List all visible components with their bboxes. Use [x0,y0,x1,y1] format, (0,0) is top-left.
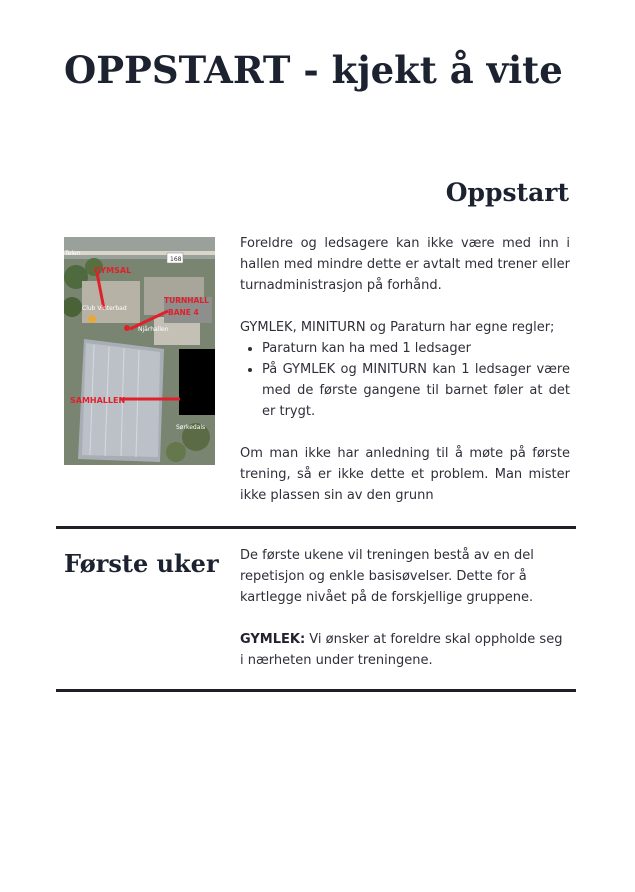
gymlek-text: Vi ønsker at foreldre skal oppholde seg i nærheten under treningene. [240,632,563,668]
oppstart-body [240,233,570,506]
oppstart-paragraph-1: Foreldre og ledsagere kan ikke være med inn i hallen med mindre dette er avtalt med trener eller turnadministrasjon på forhånd. [240,236,570,293]
section-divider [56,526,576,529]
page-title: OPPSTART - kjekt å vite [64,48,563,92]
oppstart-paragraph-2: Om man ikke har anledning til å møte på første trening, så er ikke dette et problem. Man mister ikke plassen sin av den grunn [240,446,570,503]
map-label-gymsal: GYMSAL [94,266,132,275]
map-label-turnhall: TURNHALL [164,296,209,305]
section-divider [56,689,576,692]
map-label-njarhallen: Njårhallen [138,326,169,333]
map-label-bane: BANE 4 [168,308,199,317]
gymlek-label: GYMLEK: [240,632,306,647]
map-label-corner: Telen [65,250,81,257]
location-map-image [64,237,215,465]
forste-uker-body [240,545,565,671]
section-heading-oppstart: Oppstart [445,178,569,207]
section-heading-forste-uker: Første uker [64,549,219,578]
rules-list [240,338,570,422]
forste-uker-paragraph-2 [240,629,565,671]
map-label-samhallen: SAMHALLEN [70,396,126,405]
forste-uker-paragraph-1: De første ukene vil treningen bestå av en del repetisjon og enkle basisøvelser. Dette for å kartlegge nivået på de forskjellige gruppene. [240,548,534,605]
list-item: • På GYMLEK og MINITURN kan 1 ledsager være med de første gangene til barnet føler at det er trygt. [262,359,570,422]
list-item: • Paraturn kan ha med 1 ledsager [262,338,570,359]
map-road-number: 168 [170,256,182,263]
map-label-club: Club Vinterbad [82,305,127,312]
rules-intro: GYMLEK, MINITURN og Paraturn har egne regler; [240,320,555,335]
map-label-sorkedals: Sørkedals [176,424,206,431]
